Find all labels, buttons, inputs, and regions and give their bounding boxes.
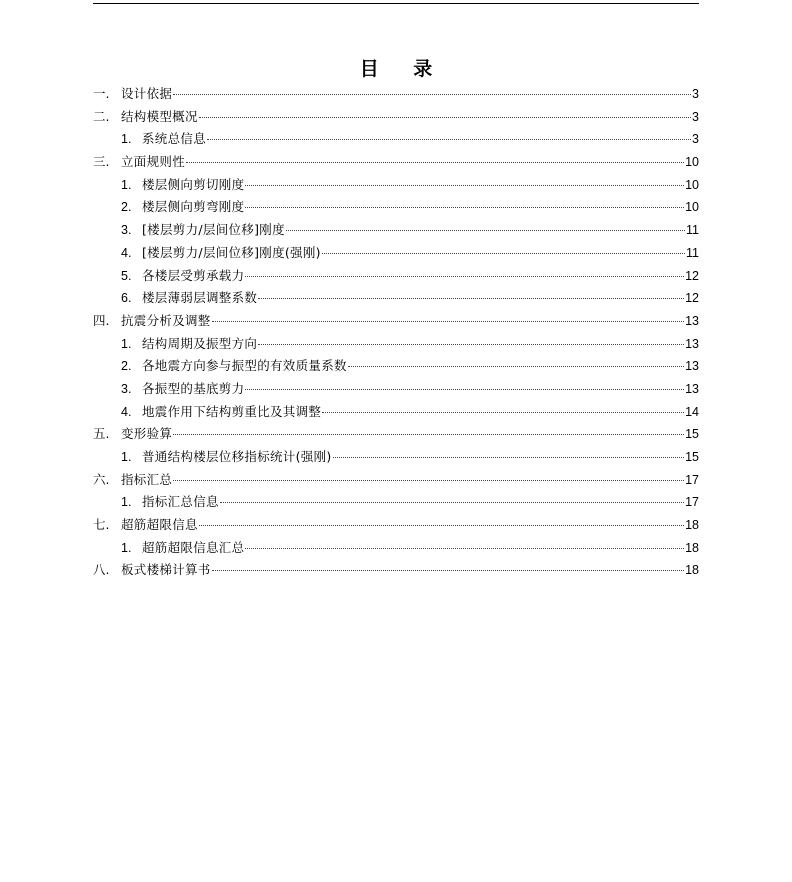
toc-entry-number: 八. [93,562,110,578]
toc-entry-number: 七. [93,517,110,533]
toc-dot-leader [258,297,684,299]
toc-entry-subsection[interactable] [93,378,699,401]
toc-entry-page: 12 [685,268,699,283]
toc-entry-number: 1. [121,132,132,147]
toc-entry-section[interactable] [93,83,699,106]
toc-entry-page: 17 [685,495,699,510]
toc-entry-number: 六. [93,471,110,487]
toc-entry-title: 各地震方向参与振型的有效质量系数 [142,358,347,374]
toc-dot-leader [322,252,685,254]
toc-dot-leader [245,388,684,390]
toc-entry-page: 10 [685,177,699,192]
toc-entry-number: 3. [121,381,132,396]
toc-entry-number: 一. [93,86,110,101]
toc-entry-subsection[interactable] [93,174,699,197]
toc-entry-number: 2. [121,200,132,215]
toc-entry-page: 17 [685,472,699,487]
toc-entry-title: 指标汇总信息 [142,494,219,510]
toc-dot-leader [245,184,684,186]
toc-dot-leader [199,524,684,526]
toc-entry-section[interactable] [93,423,699,446]
toc-entry-number: 1. [121,495,132,510]
toc-entry-page: 12 [685,291,699,306]
toc-entry-number: 5. [121,268,132,283]
toc-entry-title: 地震作用下结构剪重比及其调整 [142,403,322,419]
toc-entry-subsection[interactable] [93,537,699,560]
toc-entry-page: 18 [685,563,699,578]
toc-entry-page: 3 [692,109,699,124]
toc-title: 目 录 [359,58,447,80]
toc-entry-number: 1. [121,177,132,192]
toc-entry-page: 10 [685,155,699,170]
toc-entry-subsection[interactable] [93,219,699,242]
toc-dot-leader [212,320,684,322]
toc-entry-subsection[interactable] [93,491,699,514]
toc-entry-page: 18 [685,518,699,533]
toc-entry-section[interactable] [93,310,699,333]
toc-entry-title: 立面规则性 [121,154,186,170]
toc-dot-leader [258,343,684,345]
toc-dot-leader [220,501,684,503]
toc-entry-title: 各楼层受剪承载力 [142,267,245,283]
toc-entry-number: 三. [93,154,110,170]
toc-dot-leader [245,547,684,549]
toc-entry-title: [楼层剪力/层间位移]刚度(强刚) [142,244,321,260]
toc-entry-page: 13 [685,313,699,328]
toc-entry-title: 各振型的基底剪力 [142,380,245,396]
toc-entry-number: 3. [121,223,132,238]
toc-entry-page: 18 [685,540,699,555]
toc-entry-number: 五. [93,426,110,442]
toc-entry-subsection[interactable] [93,401,699,424]
toc-dot-leader [333,456,685,458]
toc-entry-page: 3 [692,87,699,101]
toc-entry-page: 13 [685,381,699,396]
toc-entry-section[interactable] [93,559,699,582]
toc-dot-leader [286,229,685,231]
toc-entry-section[interactable] [93,469,699,492]
toc-dot-leader [186,161,684,163]
toc-entry-title: 变形验算 [121,426,173,442]
toc-entry-page: 15 [685,427,699,442]
toc-entry-subsection[interactable] [93,196,699,219]
toc-list [93,83,699,582]
toc-entry-number: 四. [93,312,110,328]
toc-entry-title: 设计依据 [121,86,173,101]
toc-entry-subsection[interactable] [93,446,699,469]
toc-entry-number: 二. [93,108,110,124]
toc-entry-title: 超筋超限信息汇总 [142,539,245,555]
toc-entry-page: 13 [685,359,699,374]
toc-entry-number: 6. [121,291,132,306]
toc-entry-title: 普通结构楼层位移指标统计(强刚) [142,449,332,464]
toc-entry-page: 13 [685,336,699,351]
header-rule [93,3,699,4]
toc-entry-subsection[interactable] [93,242,699,265]
toc-entry-title: 结构模型概况 [121,108,198,124]
toc-dot-leader [212,569,684,571]
toc-entry-page: 11 [686,223,699,238]
toc-entry-number: 1. [121,450,132,464]
toc-entry-section[interactable] [93,106,699,129]
toc-entry-title: [楼层剪力/层间位移]刚度 [142,222,285,238]
toc-entry-number: 1. [121,540,132,555]
toc-dot-leader [245,206,684,208]
toc-entry-title: 指标汇总 [121,471,173,487]
toc-entry-page: 3 [692,132,699,147]
toc-dot-leader [245,275,684,277]
toc-dot-leader [173,433,684,435]
toc-entry-number: 1. [121,336,132,351]
toc-entry-page: 15 [685,450,699,464]
toc-entry-number: 4. [121,404,132,419]
toc-entry-subsection[interactable] [93,355,699,378]
toc-entry-section[interactable] [93,151,699,174]
toc-entry-title: 系统总信息 [142,131,207,147]
toc-dot-leader [199,116,691,118]
toc-dot-leader [322,411,684,413]
toc-entry-subsection[interactable] [93,333,699,356]
toc-entry-page: 10 [685,200,699,215]
toc-dot-leader [173,479,684,481]
toc-entry-title: 楼层薄弱层调整系数 [142,290,258,306]
toc-entry-page: 14 [685,404,699,419]
toc-entry-subsection[interactable] [93,265,699,288]
toc-entry-title: 超筋超限信息 [121,517,198,533]
toc-entry-title: 楼层侧向剪弯刚度 [142,199,245,215]
toc-entry-number: 4. [121,245,132,260]
toc-entry-title: 楼层侧向剪切刚度 [142,176,245,192]
toc-entry-subsection[interactable] [93,287,699,310]
toc-dot-leader [207,138,691,140]
toc-entry-page: 11 [686,245,699,260]
toc-entry-title: 板式楼梯计算书 [121,562,211,578]
toc-entry-title: 抗震分析及调整 [121,312,211,328]
toc-dot-leader [173,93,691,95]
toc-dot-leader [348,365,684,367]
toc-entry-section[interactable] [93,514,699,537]
toc-entry-title: 结构周期及振型方向 [142,335,258,351]
toc-entry-number: 2. [121,359,132,374]
toc-entry-subsection[interactable] [93,128,699,151]
